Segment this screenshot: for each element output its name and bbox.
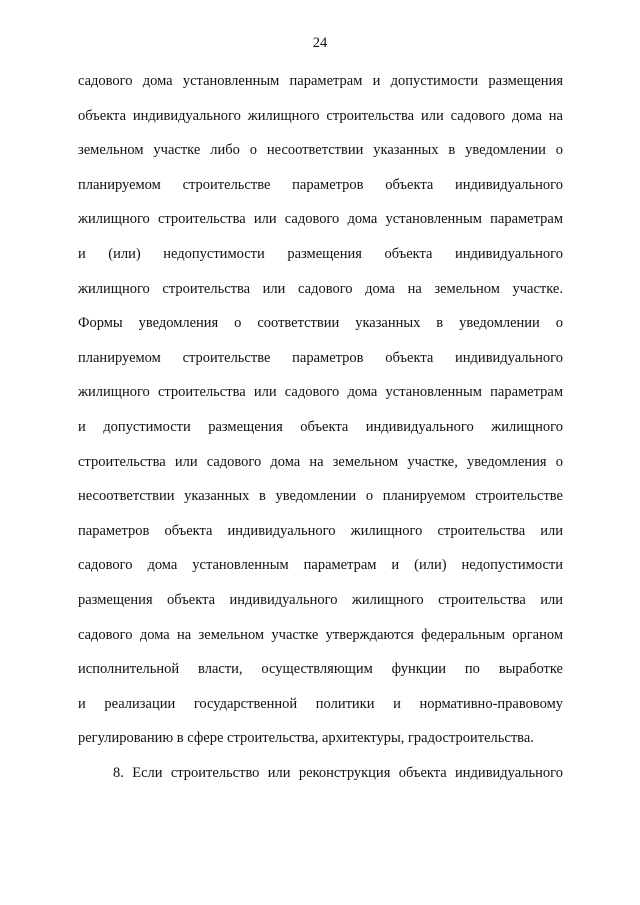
text-line: несоответствии указанных в уведомлении о планируемом строительстве — [78, 488, 563, 505]
text-line: и (или) недопустимости размещения объекта индивидуального — [78, 245, 563, 262]
text-line: объекта индивидуального жилищного строительства или садового дома на — [78, 107, 563, 124]
text-line: садового дома установленным параметрам и допустимости размещения — [78, 73, 563, 89]
text-line: и реализации государственной политики и нормативно-правовому — [78, 695, 563, 712]
text-line: строительства или садового дома на земельном участке, уведомления о — [78, 453, 563, 470]
paragraph — [78, 64, 563, 756]
paragraph — [78, 756, 563, 791]
text-line: Формы уведомления о соответствии указанных в уведомлении о — [78, 315, 563, 332]
text-line: жилищного строительства или садового дома установленным параметрам — [78, 211, 563, 228]
text-line: размещения объекта индивидуального жилищного строительства или — [78, 591, 563, 608]
document-body — [78, 64, 563, 790]
text-line: земельном участке либо о несоответствии указанных в уведомлении о — [78, 142, 563, 159]
text-line: регулированию в сфере строительства, архитектуры, градостроительства. — [78, 730, 534, 747]
text-line: планируемом строительстве параметров объекта индивидуального — [78, 349, 563, 366]
text-line: садового дома на земельном участке утверждаются федеральным органом — [78, 626, 563, 643]
text-line: параметров объекта индивидуального жилищного строительства или — [78, 522, 563, 539]
text-line: и допустимости размещения объекта индивидуального жилищного — [78, 418, 563, 435]
page-number: 24 — [312, 35, 328, 51]
text-line: 8. Если строительство или реконструкция объекта индивидуального — [113, 764, 563, 781]
text-line: жилищного строительства или садового дома на земельном участке. — [78, 280, 563, 297]
text-line: исполнительной власти, осуществляющим функции по выработке — [78, 661, 563, 678]
text-line: жилищного строительства или садового дома установленным параметрам — [78, 384, 563, 401]
text-line: планируемом строительстве параметров объекта индивидуального — [78, 176, 563, 193]
text-line: садового дома установленным параметрам и (или) недопустимости — [78, 557, 563, 574]
